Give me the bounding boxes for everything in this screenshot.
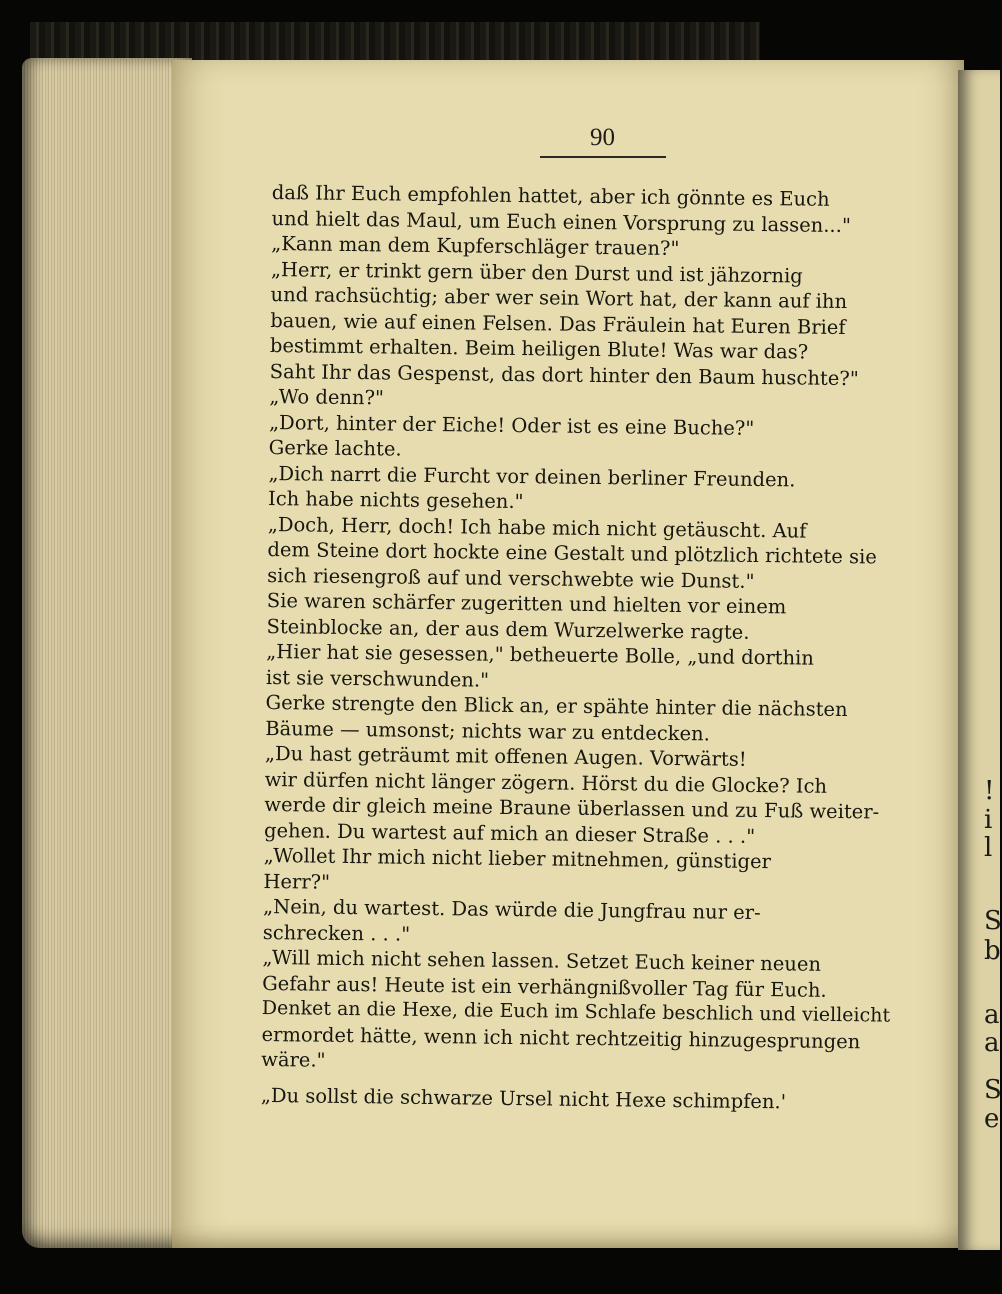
next-page-fragment: a <box>984 1028 1000 1058</box>
text-line: „Du sollst die schwarze Ursel nicht Hexe schimpfen.' <box>260 1083 787 1113</box>
next-page-fragment: l <box>984 833 993 863</box>
text-line: und rachsüchtig; aber wer sein Wort hat, der kann auf ihn <box>270 282 848 314</box>
text-line: Gefahr aus! Heute ist ein verhängnißvoller Tag für Euch. <box>262 971 827 1002</box>
text-line: Sie waren schärfer zugeritten und hielten vor einem <box>266 588 787 619</box>
text-line: und hielt das Maul, um Euch einen Vorsprung zu lassen..." <box>271 206 852 237</box>
text-line: wäre." <box>261 1047 326 1072</box>
text-line: ist sie verschwunden." <box>265 665 490 692</box>
text-line: Bäume — umsonst; nichts war zu entdecken. <box>265 716 711 745</box>
text-line: Gerke strengte den Blick an, er spähte hinter die nächsten <box>265 690 848 722</box>
text-line: „Du hast geträumt mit offenen Augen. Vorwärts! <box>264 741 747 771</box>
text-line: „Kann man dem Kupferschläger trauen?" <box>271 231 680 260</box>
text-line: gehen. Du wartest auf mich an dieser Straße . . ." <box>263 818 756 848</box>
text-line: schrecken . . ." <box>262 920 411 946</box>
next-page-fragment: b <box>984 936 1001 966</box>
text-line: „Hier hat sie gesessen," betheuerte Bolle, „und dorthin <box>266 639 815 670</box>
page-stack-edge <box>22 58 192 1248</box>
text-line: „Dort, hinter der Eiche! Oder ist es eine Buche?" <box>268 410 755 440</box>
text-line: bestimmt erhalten. Beim heiligen Blute! Was war das? <box>269 333 809 364</box>
text-line: „Will mich nicht sehen lassen. Setzet Euch keiner neuen <box>262 945 822 976</box>
text-line: Saht Ihr das Gespenst, das dort hinter den Baum huschte?" <box>269 359 859 390</box>
text-line: dem Steine dort hockte eine Gestalt und plötzlich richtete sie <box>267 537 877 569</box>
page-number-rule <box>540 156 666 158</box>
text-line: Steinblocke an, der aus dem Wurzelwerke ragte. <box>266 614 750 644</box>
next-page-fragment: S <box>984 1075 1002 1105</box>
text-line: Herr?" <box>263 869 331 894</box>
next-page-fragment: S <box>984 906 1002 936</box>
next-page-fragment: a <box>984 1000 1000 1030</box>
next-page-fragment: i <box>984 805 993 835</box>
text-line: Ich habe nichts gesehen." <box>267 486 524 514</box>
text-line: Denket an die Hexe, die Euch im Schlafe beschlich und vielleicht <box>261 996 891 1027</box>
text-line: „Wo denn?" <box>269 384 385 410</box>
text-line: daß Ihr Euch empfohlen hattet, aber ich gönnte es Euch <box>271 180 830 211</box>
next-page-fragment: ! <box>984 776 995 806</box>
text-line: sich riesengroß auf und verschwebte wie Dunst." <box>267 563 755 593</box>
text-line: „Doch, Herr, doch! Ich habe mich nicht getäuscht. Auf <box>267 512 807 543</box>
text-line: wir dürfen nicht länger zögern. Hörst du die Glocke? Ich <box>264 767 828 798</box>
text-line: bauen, wie auf einen Felsen. Das Fräulein hat Euren Brief <box>270 308 846 339</box>
text-line: „Dich narrt die Furcht vor deinen berliner Freunden. <box>268 461 796 491</box>
body-text <box>261 180 912 1116</box>
next-page-edge <box>958 70 1000 1250</box>
text-line: „Wollet Ihr mich nicht lieber mitnehmen, günstiger <box>263 843 772 874</box>
next-page-fragment: e <box>984 1104 1000 1134</box>
page-number: 90 <box>590 124 615 151</box>
text-line: „Nein, du wartest. Das würde die Jungfrau nur er- <box>262 894 761 925</box>
text-line: „Herr, er trinkt gern über den Durst und ist jähzornig <box>270 257 803 287</box>
text-line: ermordet hätte, wenn ich nicht rechtzeitig hinzugesprungen <box>261 1022 861 1053</box>
text-line: werde dir gleich meine Braune überlassen und zu Fuß weiter- <box>264 792 880 824</box>
text-line: Gerke lachte. <box>268 435 402 461</box>
